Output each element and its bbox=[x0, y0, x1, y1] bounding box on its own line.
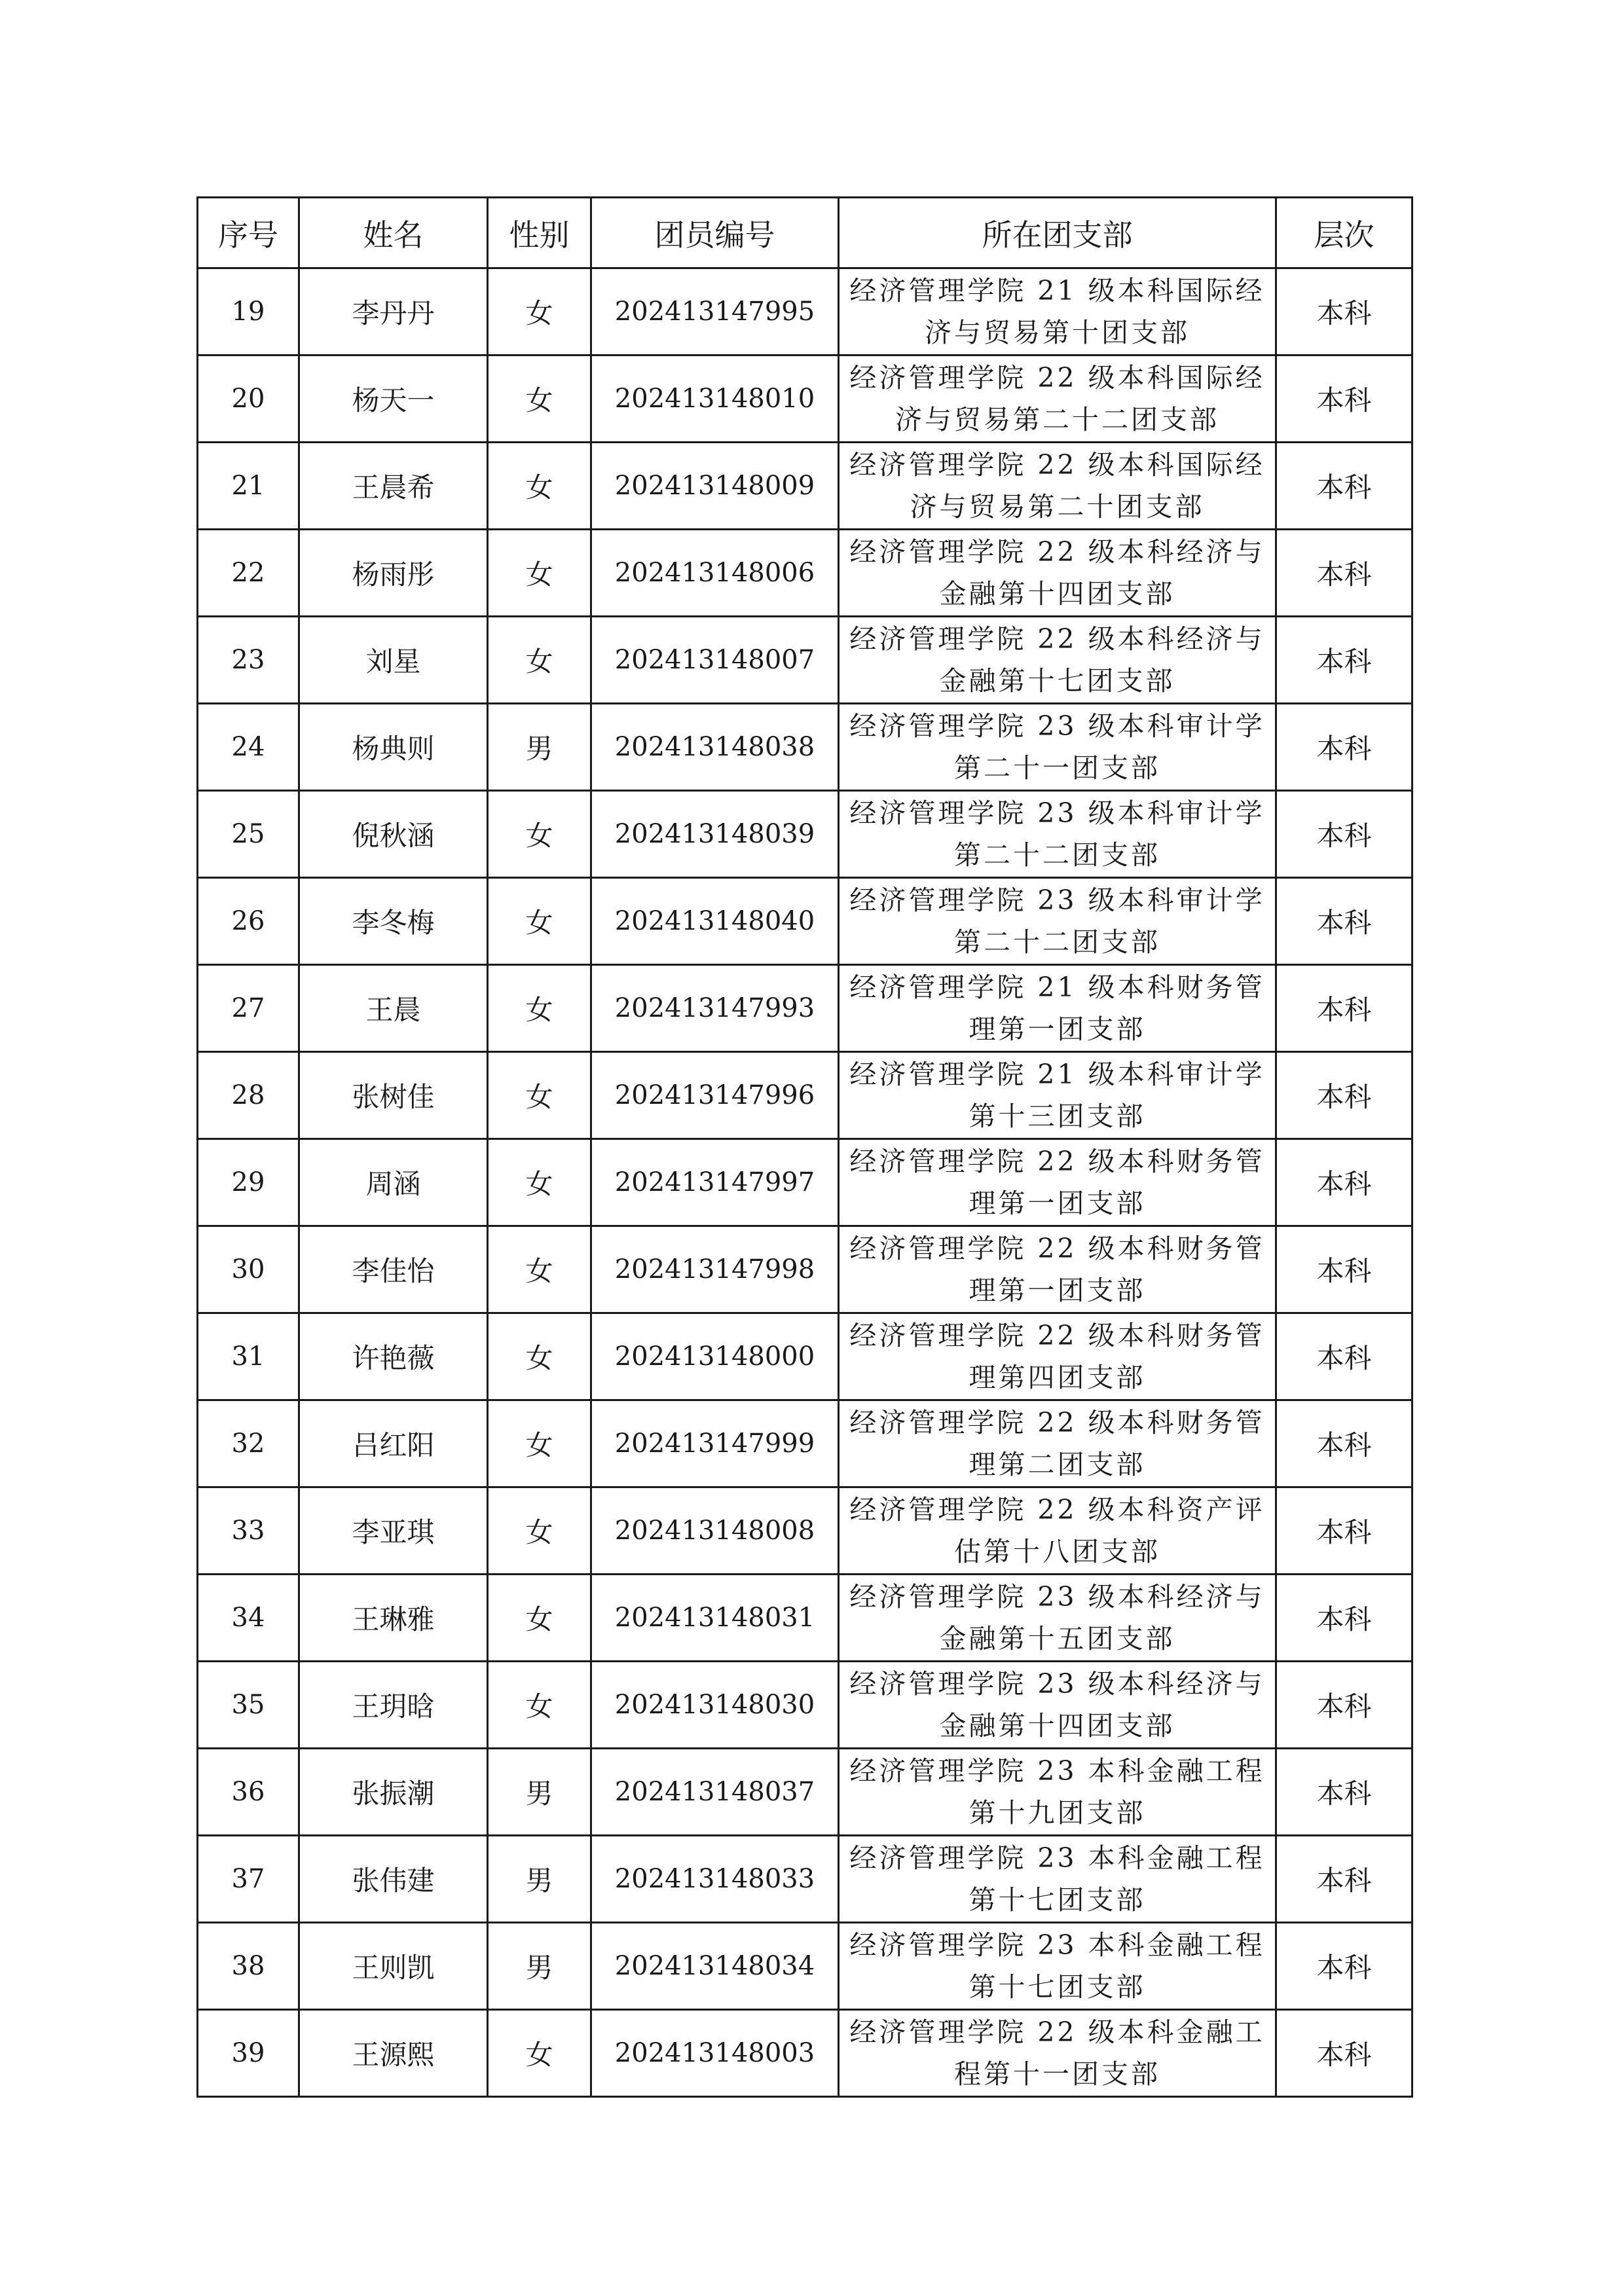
cell-level: 本科 bbox=[1276, 965, 1412, 1052]
branch-line-1: 经济管理学院 22 级本科资产评 bbox=[849, 1494, 1265, 1525]
cell-branch bbox=[839, 530, 1276, 617]
cell-serial: 31 bbox=[198, 1313, 299, 1400]
cell-gender: 男 bbox=[488, 1749, 591, 1836]
cell-gender: 女 bbox=[488, 1400, 591, 1487]
cell-serial: 20 bbox=[198, 355, 299, 443]
cell-gender: 女 bbox=[488, 1487, 591, 1575]
branch-line-1: 经济管理学院 22 级本科财务管 bbox=[849, 1407, 1265, 1438]
branch-line-2: 济与贸易第十团支部 bbox=[925, 317, 1190, 348]
branch-line-2: 理第二团支部 bbox=[969, 1449, 1146, 1480]
cell-branch bbox=[839, 1662, 1276, 1749]
cell-name: 张振潮 bbox=[299, 1749, 488, 1836]
cell-name: 许艳薇 bbox=[299, 1313, 488, 1400]
cell-name: 倪秋涵 bbox=[299, 791, 488, 878]
cell-level: 本科 bbox=[1276, 1923, 1412, 2010]
cell-branch bbox=[839, 1313, 1276, 1400]
cell-level: 本科 bbox=[1276, 1575, 1412, 1662]
branch-line-1: 经济管理学院 22 级本科国际经 bbox=[849, 449, 1265, 481]
table-row bbox=[198, 1400, 1412, 1487]
cell-gender: 女 bbox=[488, 1313, 591, 1400]
cell-member-id: 202413147999 bbox=[591, 1400, 839, 1487]
table-row bbox=[198, 1836, 1412, 1923]
cell-branch bbox=[839, 1400, 1276, 1487]
branch-line-2: 第十三团支部 bbox=[969, 1101, 1146, 1132]
cell-level: 本科 bbox=[1276, 617, 1412, 704]
cell-level: 本科 bbox=[1276, 1052, 1412, 1139]
branch-line-2: 第二十二团支部 bbox=[954, 839, 1160, 871]
branch-line-1: 经济管理学院 23 级本科审计学 bbox=[849, 884, 1265, 916]
header-member-id: 团员编号 bbox=[591, 198, 839, 268]
branch-line-1: 经济管理学院 22 级本科财务管 bbox=[849, 1320, 1265, 1351]
cell-name: 王晨希 bbox=[299, 443, 488, 530]
branch-line-1: 经济管理学院 23 本科金融工程 bbox=[849, 1929, 1265, 1961]
table-row bbox=[198, 1487, 1412, 1575]
table-row bbox=[198, 443, 1412, 530]
branch-line-1: 经济管理学院 22 级本科财务管 bbox=[849, 1233, 1265, 1264]
cell-name: 王琳雅 bbox=[299, 1575, 488, 1662]
branch-line-1: 经济管理学院 23 级本科审计学 bbox=[849, 710, 1265, 742]
branch-line-2: 理第一团支部 bbox=[969, 1013, 1146, 1045]
cell-name: 杨典则 bbox=[299, 704, 488, 791]
cell-member-id: 202413148008 bbox=[591, 1487, 839, 1575]
cell-serial: 28 bbox=[198, 1052, 299, 1139]
cell-member-id: 202413148010 bbox=[591, 355, 839, 443]
branch-line-2: 金融第十五团支部 bbox=[939, 1623, 1175, 1654]
branch-line-1: 经济管理学院 22 级本科金融工 bbox=[849, 2016, 1265, 2048]
cell-serial: 19 bbox=[198, 268, 299, 355]
cell-name: 王玥晗 bbox=[299, 1662, 488, 1749]
cell-serial: 35 bbox=[198, 1662, 299, 1749]
cell-branch bbox=[839, 878, 1276, 965]
table-row bbox=[198, 530, 1412, 617]
cell-branch bbox=[839, 355, 1276, 443]
table-row bbox=[198, 1575, 1412, 1662]
cell-member-id: 202413148033 bbox=[591, 1836, 839, 1923]
header-gender: 性别 bbox=[488, 198, 591, 268]
cell-name: 张伟建 bbox=[299, 1836, 488, 1923]
cell-name: 李亚琪 bbox=[299, 1487, 488, 1575]
branch-line-1: 经济管理学院 23 本科金融工程 bbox=[849, 1755, 1265, 1787]
cell-name: 李佳怡 bbox=[299, 1226, 488, 1313]
cell-member-id: 202413148009 bbox=[591, 443, 839, 530]
table-row bbox=[198, 2010, 1412, 2097]
cell-branch bbox=[839, 1749, 1276, 1836]
cell-member-id: 202413148031 bbox=[591, 1575, 839, 1662]
cell-branch bbox=[839, 2010, 1276, 2097]
cell-level: 本科 bbox=[1276, 1836, 1412, 1923]
cell-serial: 25 bbox=[198, 791, 299, 878]
branch-line-2: 第十七团支部 bbox=[969, 1884, 1146, 1916]
table-row bbox=[198, 1052, 1412, 1139]
cell-member-id: 202413148034 bbox=[591, 1923, 839, 2010]
branch-line-2: 第二十一团支部 bbox=[954, 752, 1160, 784]
cell-member-id: 202413148038 bbox=[591, 704, 839, 791]
cell-member-id: 202413148040 bbox=[591, 878, 839, 965]
cell-serial: 26 bbox=[198, 878, 299, 965]
branch-line-1: 经济管理学院 23 本科金融工程 bbox=[849, 1842, 1265, 1874]
branch-line-1: 经济管理学院 21 级本科国际经 bbox=[849, 275, 1265, 306]
cell-level: 本科 bbox=[1276, 791, 1412, 878]
branch-line-2: 理第一团支部 bbox=[969, 1275, 1146, 1306]
cell-gender: 女 bbox=[488, 443, 591, 530]
cell-gender: 女 bbox=[488, 617, 591, 704]
cell-gender: 女 bbox=[488, 268, 591, 355]
cell-branch bbox=[839, 965, 1276, 1052]
table-row bbox=[198, 355, 1412, 443]
cell-gender: 女 bbox=[488, 530, 591, 617]
cell-name: 杨雨彤 bbox=[299, 530, 488, 617]
cell-member-id: 202413148030 bbox=[591, 1662, 839, 1749]
table-row bbox=[198, 1749, 1412, 1836]
table-row bbox=[198, 617, 1412, 704]
branch-line-1: 经济管理学院 23 级本科经济与 bbox=[849, 1581, 1265, 1613]
cell-gender: 女 bbox=[488, 965, 591, 1052]
branch-line-2: 金融第十四团支部 bbox=[939, 578, 1175, 610]
cell-level: 本科 bbox=[1276, 1313, 1412, 1400]
cell-name: 刘星 bbox=[299, 617, 488, 704]
cell-member-id: 202413148037 bbox=[591, 1749, 839, 1836]
cell-gender: 女 bbox=[488, 1575, 591, 1662]
cell-serial: 32 bbox=[198, 1400, 299, 1487]
cell-member-id: 202413148000 bbox=[591, 1313, 839, 1400]
cell-gender: 男 bbox=[488, 1836, 591, 1923]
cell-name: 王晨 bbox=[299, 965, 488, 1052]
cell-level: 本科 bbox=[1276, 704, 1412, 791]
cell-name: 吕红阳 bbox=[299, 1400, 488, 1487]
cell-branch bbox=[839, 791, 1276, 878]
cell-name: 张树佳 bbox=[299, 1052, 488, 1139]
cell-gender: 女 bbox=[488, 1226, 591, 1313]
member-list-page bbox=[196, 196, 1411, 2098]
cell-branch bbox=[839, 704, 1276, 791]
cell-level: 本科 bbox=[1276, 1400, 1412, 1487]
cell-branch bbox=[839, 1836, 1276, 1923]
cell-gender: 女 bbox=[488, 2010, 591, 2097]
branch-line-2: 程第十一团支部 bbox=[954, 2058, 1160, 2090]
cell-gender: 男 bbox=[488, 704, 591, 791]
cell-serial: 38 bbox=[198, 1923, 299, 2010]
cell-level: 本科 bbox=[1276, 355, 1412, 443]
cell-level: 本科 bbox=[1276, 1662, 1412, 1749]
cell-member-id: 202413147995 bbox=[591, 268, 839, 355]
branch-line-2: 金融第十七团支部 bbox=[939, 665, 1175, 697]
cell-serial: 21 bbox=[198, 443, 299, 530]
table-row bbox=[198, 791, 1412, 878]
table-row bbox=[198, 704, 1412, 791]
cell-member-id: 202413148007 bbox=[591, 617, 839, 704]
cell-gender: 女 bbox=[488, 1662, 591, 1749]
branch-line-2: 济与贸易第二十团支部 bbox=[910, 491, 1205, 522]
branch-line-1: 经济管理学院 23 级本科审计学 bbox=[849, 797, 1265, 829]
cell-member-id: 202413148039 bbox=[591, 791, 839, 878]
cell-gender: 女 bbox=[488, 878, 591, 965]
cell-serial: 22 bbox=[198, 530, 299, 617]
table-row bbox=[198, 1139, 1412, 1226]
cell-level: 本科 bbox=[1276, 2010, 1412, 2097]
branch-line-2: 第十七团支部 bbox=[969, 1971, 1146, 2003]
table-row bbox=[198, 965, 1412, 1052]
branch-line-2: 金融第十四团支部 bbox=[939, 1710, 1175, 1741]
cell-serial: 29 bbox=[198, 1139, 299, 1226]
cell-name: 李丹丹 bbox=[299, 268, 488, 355]
cell-name: 李冬梅 bbox=[299, 878, 488, 965]
cell-serial: 37 bbox=[198, 1836, 299, 1923]
table-row bbox=[198, 1923, 1412, 2010]
cell-serial: 27 bbox=[198, 965, 299, 1052]
cell-serial: 39 bbox=[198, 2010, 299, 2097]
cell-serial: 30 bbox=[198, 1226, 299, 1313]
cell-member-id: 202413147993 bbox=[591, 965, 839, 1052]
cell-gender: 女 bbox=[488, 791, 591, 878]
cell-gender: 女 bbox=[488, 1139, 591, 1226]
cell-branch bbox=[839, 1052, 1276, 1139]
branch-line-2: 理第四团支部 bbox=[969, 1362, 1146, 1393]
cell-member-id: 202413147996 bbox=[591, 1052, 839, 1139]
cell-serial: 36 bbox=[198, 1749, 299, 1836]
table-row bbox=[198, 878, 1412, 965]
cell-level: 本科 bbox=[1276, 443, 1412, 530]
branch-line-1: 经济管理学院 22 级本科财务管 bbox=[849, 1146, 1265, 1177]
cell-level: 本科 bbox=[1276, 1139, 1412, 1226]
table-row bbox=[198, 1226, 1412, 1313]
cell-branch bbox=[839, 1139, 1276, 1226]
branch-line-1: 经济管理学院 22 级本科国际经 bbox=[849, 362, 1265, 393]
branch-line-2: 第十九团支部 bbox=[969, 1797, 1146, 1829]
branch-line-2: 估第十八团支部 bbox=[954, 1536, 1160, 1567]
member-table bbox=[196, 196, 1413, 2098]
branch-line-2: 理第一团支部 bbox=[969, 1188, 1146, 1219]
branch-line-1: 经济管理学院 22 级本科经济与 bbox=[849, 536, 1265, 568]
cell-name: 王源熙 bbox=[299, 2010, 488, 2097]
cell-serial: 33 bbox=[198, 1487, 299, 1575]
cell-level: 本科 bbox=[1276, 1226, 1412, 1313]
cell-level: 本科 bbox=[1276, 1487, 1412, 1575]
cell-member-id: 202413148003 bbox=[591, 2010, 839, 2097]
branch-line-1: 经济管理学院 21 级本科财务管 bbox=[849, 972, 1265, 1003]
cell-level: 本科 bbox=[1276, 878, 1412, 965]
cell-level: 本科 bbox=[1276, 530, 1412, 617]
cell-member-id: 202413148006 bbox=[591, 530, 839, 617]
table-header-row bbox=[198, 198, 1412, 268]
branch-line-2: 济与贸易第二十二团支部 bbox=[895, 404, 1219, 435]
cell-branch bbox=[839, 617, 1276, 704]
header-branch: 所在团支部 bbox=[839, 198, 1276, 268]
branch-line-1: 经济管理学院 23 级本科经济与 bbox=[849, 1668, 1265, 1700]
table-row bbox=[198, 268, 1412, 355]
cell-gender: 女 bbox=[488, 1052, 591, 1139]
cell-level: 本科 bbox=[1276, 268, 1412, 355]
cell-branch bbox=[839, 1226, 1276, 1313]
cell-serial: 24 bbox=[198, 704, 299, 791]
table-row bbox=[198, 1662, 1412, 1749]
cell-branch bbox=[839, 1575, 1276, 1662]
cell-gender: 女 bbox=[488, 355, 591, 443]
branch-line-2: 第二十二团支部 bbox=[954, 926, 1160, 958]
cell-branch bbox=[839, 268, 1276, 355]
cell-level: 本科 bbox=[1276, 1749, 1412, 1836]
cell-member-id: 202413147998 bbox=[591, 1226, 839, 1313]
header-level: 层次 bbox=[1276, 198, 1412, 268]
cell-branch bbox=[839, 443, 1276, 530]
header-name: 姓名 bbox=[299, 198, 488, 268]
cell-gender: 男 bbox=[488, 1923, 591, 2010]
branch-line-1: 经济管理学院 21 级本科审计学 bbox=[849, 1059, 1265, 1090]
cell-name: 周涵 bbox=[299, 1139, 488, 1226]
cell-name: 王则凯 bbox=[299, 1923, 488, 2010]
table-row bbox=[198, 1313, 1412, 1400]
cell-serial: 34 bbox=[198, 1575, 299, 1662]
cell-serial: 23 bbox=[198, 617, 299, 704]
cell-branch bbox=[839, 1923, 1276, 2010]
branch-line-1: 经济管理学院 22 级本科经济与 bbox=[849, 623, 1265, 655]
header-serial: 序号 bbox=[198, 198, 299, 268]
cell-name: 杨天一 bbox=[299, 355, 488, 443]
cell-member-id: 202413147997 bbox=[591, 1139, 839, 1226]
cell-branch bbox=[839, 1487, 1276, 1575]
